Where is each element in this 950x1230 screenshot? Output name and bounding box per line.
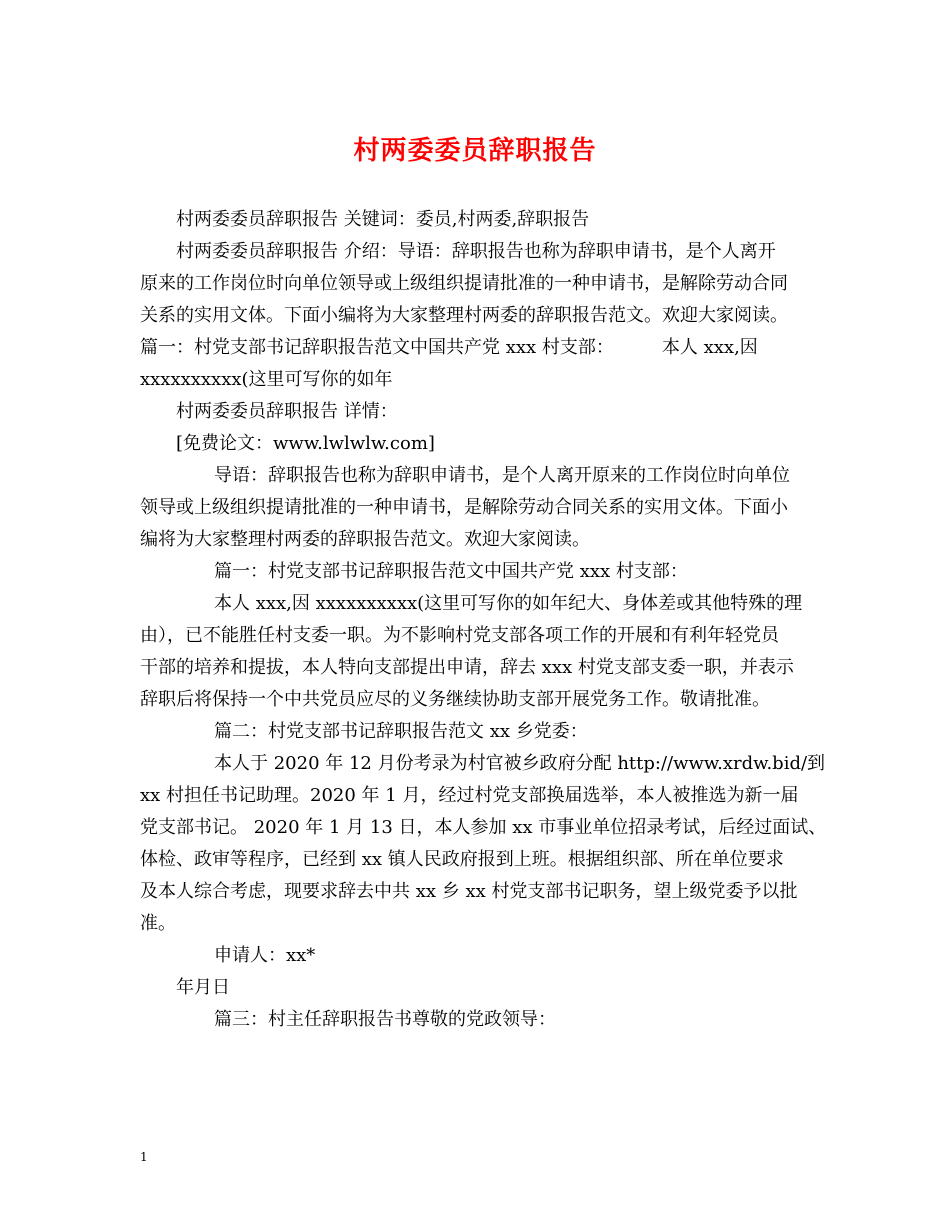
- section-heading: 篇三：村主任辞职报告书尊敬的党政领导：: [214, 1009, 556, 1030]
- applicant-line: 申请人：xx*: [214, 945, 316, 966]
- body-line: 干部的培养和提拔，本人特向支部提出申请，辞去 xxx 村党支部支委一职，并表示: [140, 657, 794, 678]
- details-heading-line: 村两委委员辞职报告 详情：: [176, 401, 398, 422]
- body-line: 本人 xxx,因 xxxxxxxxxx(这里可写你的如年纪大、身体差或其他特殊的理: [214, 593, 803, 614]
- section-heading: 篇二：村党支部书记辞职报告范文 xx 乡党委：: [214, 721, 588, 742]
- body-line: 由），已不能胜任村支委一职。为不影响村党支部各项工作的开展和有利年轻党员: [140, 625, 779, 646]
- body-line: 本人于 2020 年 12 月份考录为村官被乡政府分配 http://www.xrdw.bid/到: [214, 753, 826, 774]
- article-one-heading: 篇一：村党支部书记辞职报告范文中国共产党 xxx 村支部：: [140, 337, 614, 358]
- section-heading: 篇一：村党支部书记辞职报告范文中国共产党 xxx 村支部：: [214, 561, 688, 582]
- page-number: 1: [140, 1150, 148, 1164]
- article-one-summary-line: [140, 338, 758, 358]
- body-line: xx 村担任书记助理。2020 年 1 月，经过村党支部换届选举，本人被推选为新一届: [140, 785, 799, 806]
- body-line: 辞职后将保持一个中共党员应尽的义务继续协助支部开展党务工作。敬请批准。: [140, 689, 770, 710]
- body-line: 编将为大家整理村两委的辞职报告范文。欢迎大家阅读。: [140, 529, 590, 550]
- body-line: 及本人综合考虑，现要求辞去中共 xx 乡 xx 村党支部书记职务，望上级党委予以批: [140, 881, 798, 902]
- intro-line: 村两委委员辞职报告 介绍：导语：辞职报告也称为辞职申请书，是个人离开: [176, 241, 776, 262]
- body-line: 导语：辞职报告也称为辞职申请书，是个人离开原来的工作岗位时向单位: [214, 465, 790, 486]
- body-line: 准。: [140, 913, 176, 934]
- body-line: 领导或上级组织提请批准的一种申请书，是解除劳动合同关系的实用文体。下面小: [140, 497, 788, 518]
- intro-line: 关系的实用文体。下面小编将为大家整理村两委的辞职报告范文。欢迎大家阅读。: [140, 305, 788, 326]
- document-title: 村两委委员辞职报告: [353, 136, 597, 166]
- source-line: [免费论文：www.lwlwlw.com]: [176, 433, 435, 454]
- article-one-fragment: 本人 xxx,因: [661, 337, 758, 358]
- body-line: 党支部书记。 2020 年 1 月 13 日，本人参加 xx 市事业单位招录考试，后经过面试、: [140, 817, 827, 838]
- intro-line: 原来的工作岗位时向单位领导或上级组织提请批准的一种申请书，是解除劳动合同: [140, 273, 788, 294]
- date-line: 年月日: [176, 977, 230, 998]
- body-line: 体检、政审等程序，已经到 xx 镇人民政府报到上班。根据组织部、所在单位要求: [140, 849, 784, 870]
- summary-continuation-line: xxxxxxxxxx(这里可写你的如年: [140, 369, 393, 390]
- keywords-line: 村两委委员辞职报告 关键词：委员,村两委,辞职报告: [176, 209, 590, 230]
